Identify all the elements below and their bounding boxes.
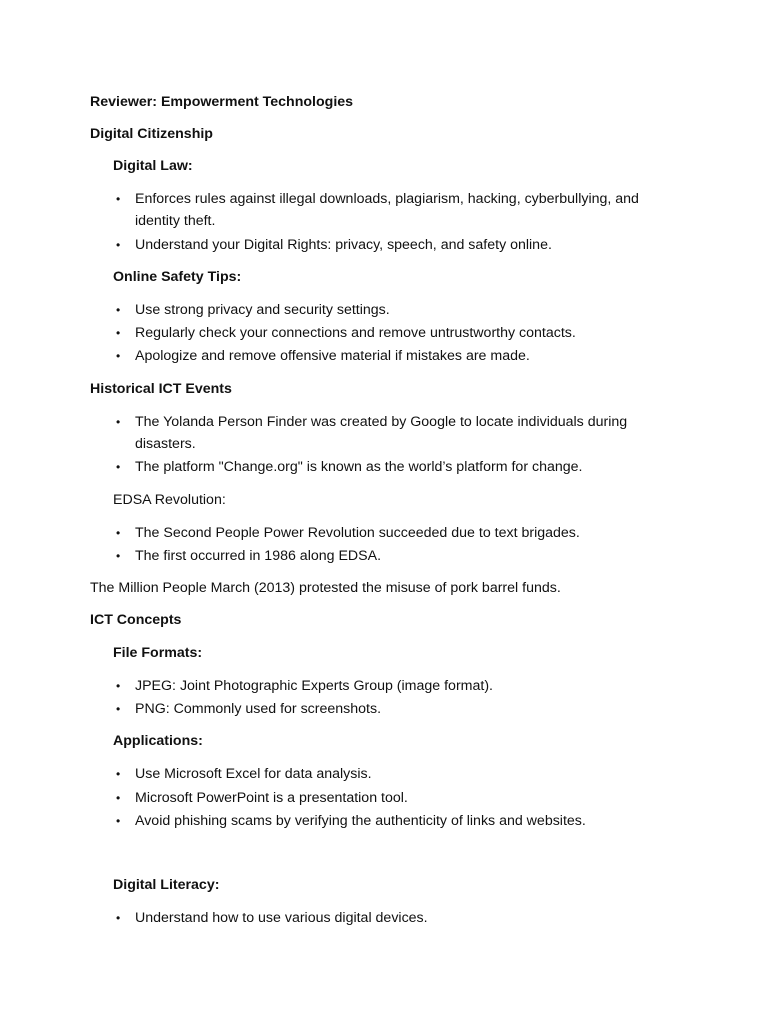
- bullet-icon: •: [116, 549, 121, 563]
- subheading-digital-law: Digital Law:: [113, 158, 193, 174]
- list-item-historical-2: The platform "Change.org" is known as the world’s platform for change.: [135, 459, 583, 475]
- list-item-digital-law-2: Understand your Digital Rights: privacy, speech, and safety online.: [135, 237, 552, 253]
- subheading-file-formats: File Formats:: [113, 645, 203, 661]
- bullet-icon: •: [116, 767, 121, 781]
- heading-digital-citizenship: Digital Citizenship: [90, 126, 213, 142]
- bullet-icon: •: [116, 303, 121, 317]
- heading-ict-concepts: ICT Concepts: [90, 612, 182, 628]
- list-item-historical-1: The Yolanda Person Finder was created by Google to locate individuals during disasters.: [135, 414, 628, 452]
- bullet-icon: •: [116, 415, 121, 429]
- list-item-applications-2: Microsoft PowerPoint is a presentation tool.: [135, 790, 408, 806]
- subheading-online-safety: Online Safety Tips:: [113, 269, 242, 285]
- list-item-online-safety-1: Use strong privacy and security settings.: [135, 302, 390, 318]
- list-item-applications-1: Use Microsoft Excel for data analysis.: [135, 766, 372, 782]
- bullet-icon: •: [116, 349, 121, 363]
- bullet-icon: •: [116, 192, 121, 206]
- subheading-applications: Applications:: [113, 733, 203, 749]
- heading-historical-ict: Historical ICT Events: [90, 381, 232, 397]
- document-title: Reviewer: Empowerment Technologies: [90, 94, 354, 110]
- bullet-icon: •: [116, 791, 121, 805]
- subheading-edsa: EDSA Revolution:: [113, 492, 226, 508]
- bullet-icon: •: [116, 702, 121, 716]
- bullet-icon: •: [116, 814, 121, 828]
- bullet-icon: •: [116, 526, 121, 540]
- paragraph-million-march: The Million People March (2013) protested the misuse of pork barrel funds.: [90, 580, 561, 596]
- bullet-icon: •: [116, 326, 121, 340]
- bullet-icon: •: [116, 238, 121, 252]
- list-item-file-formats-2: PNG: Commonly used for screenshots.: [135, 701, 382, 717]
- list-item-file-formats-1: JPEG: Joint Photographic Experts Group (image format).: [135, 678, 493, 694]
- list-item-applications-3: Avoid phishing scams by verifying the authenticity of links and websites.: [135, 813, 586, 829]
- bullet-icon: •: [116, 911, 121, 925]
- bullet-icon: •: [116, 460, 121, 474]
- list-item-edsa-2: The first occurred in 1986 along EDSA.: [135, 548, 382, 564]
- list-item-edsa-1: The Second People Power Revolution succeeded due to text brigades.: [135, 525, 580, 541]
- list-item-digital-law-1: Enforces rules against illegal downloads, plagiarism, hacking, cyberbullying, and identity theft.: [135, 191, 639, 229]
- list-item-online-safety-3: Apologize and remove offensive material if mistakes are made.: [135, 348, 530, 364]
- list-item-online-safety-2: Regularly check your connections and remove untrustworthy contacts.: [135, 325, 576, 341]
- list-item-digital-literacy-1: Understand how to use various digital devices.: [135, 910, 428, 926]
- bullet-icon: •: [116, 679, 121, 693]
- subheading-digital-literacy: Digital Literacy:: [113, 877, 220, 893]
